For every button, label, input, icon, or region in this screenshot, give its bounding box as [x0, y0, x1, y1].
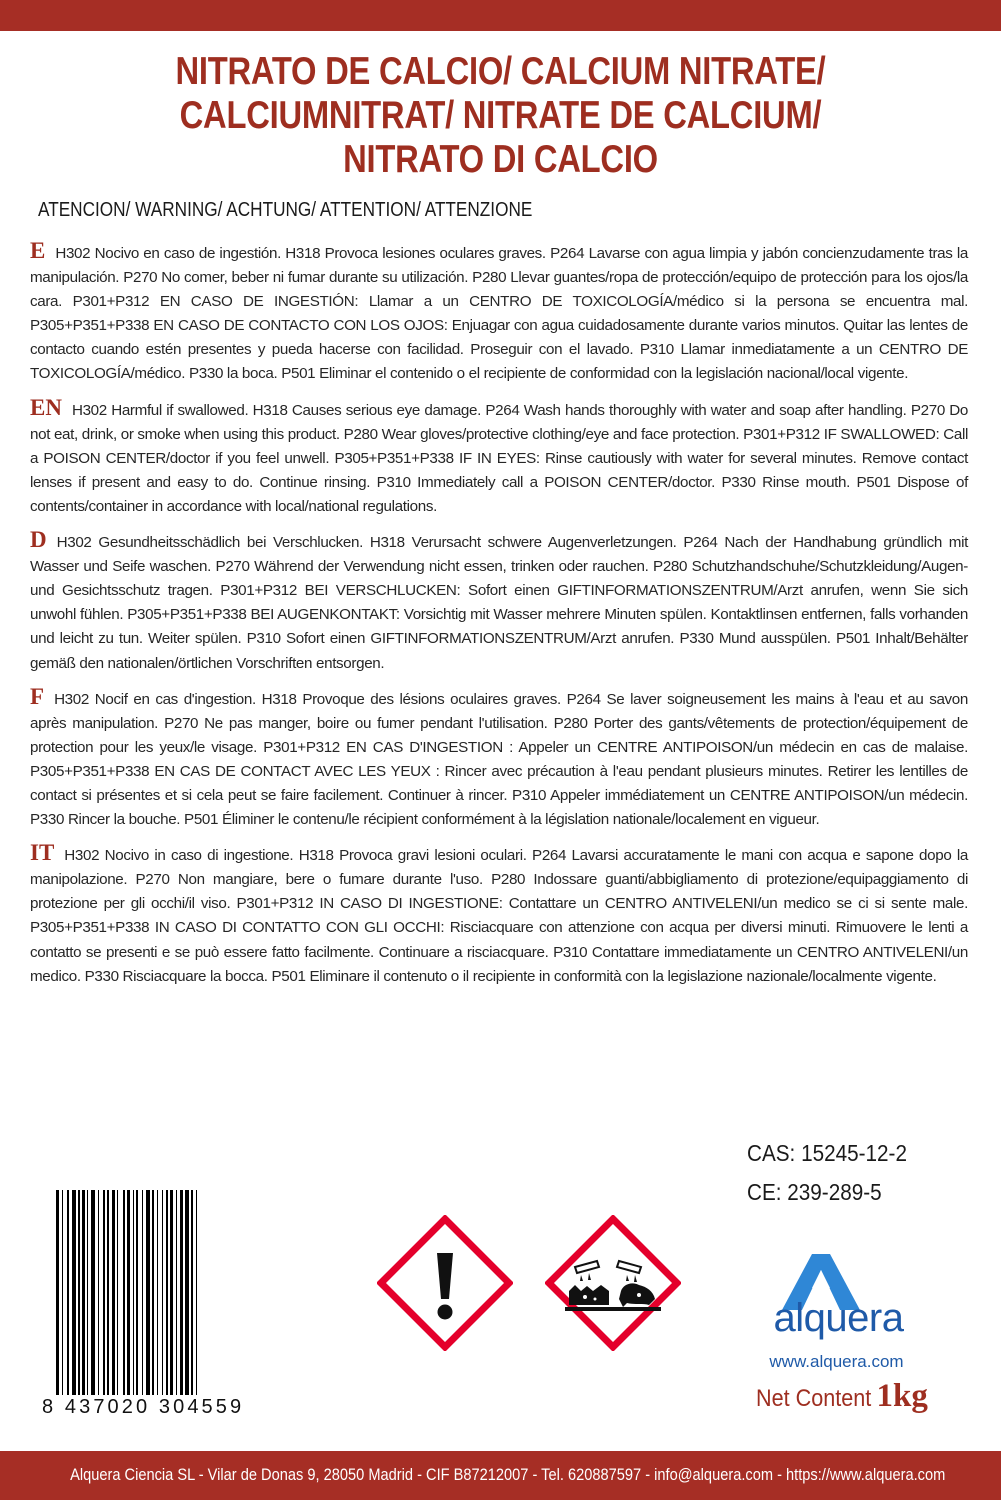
section-text: H302 Nocivo in caso di ingestione. H318 Provoca gravi lesioni oculari. P264 Lavarsi accuratamente le mani con acqua e sapone dopo la manipolazione. P270 Non mangiare, bere o fumare durante l'uso. P280 Indossare guanti/abbigliamento di protezione/equipaggiamento di protezione per gli occhi/il viso. P301+P312 IN CASO DI INGESTIONE: Contattare un CENTRO ANTIVELENI/un medico se ci si sente male. P305+P351+P338 IN CASO DI CONTATTO CON GLI OCCHI: Risciacquare con attenzione con acqua per diversi minuti. Rimuovere le lenti a contatto se presenti e se può essere fatto facilmente. Continuare a risciacquare. P310 Contattare immediatamente un CENTRO ANTIVELENI/un medico. P330 Risciacquare la bocca. P501 Eliminare il contenuto o il recipiente in conformità con la legislazione nazionale/localmente vigente.	[30, 847, 968, 985]
cas-number: CAS: 15245-12-2	[747, 1140, 907, 1166]
section-en	[30, 396, 968, 519]
section-text: H302 Nocif en cas d'ingestion. H318 Provoque des lésions oculaires graves. P264 Se laver soigneusement les mains à l'eau et au savon après manipulation. P270 Ne pas manger, boire ou fumer pendant l'utilisation. P280 Porter des gants/vêtements de protection/équipement de protection pour les yeux/le visage. P301+P312 EN CAS D'INGESTION : Appeler un CENTRE ANTIPOISON/un médecin en cas de malaise. P305+P351+P338 EN CAS DE CONTACT AVEC LES YEUX : Rincer avec précaution à l'eau pendant plusieurs minutes. Retirer les lentilles de contact si présentes et si cela peut se faire facilement. Continuer à rincer. P310 Appeler immédiatement un CENTRE ANTIPOISON/un médecin. P330 Rincer la bouche. P501 Éliminer le contenu/le récipient conformément à la législation nationale/localement en vigueur.	[30, 690, 968, 829]
section-text: H302 Nocivo en caso de ingestión. H318 Provoca lesiones oculares graves. P264 Lavarse con agua limpia y jabón concienzudamente tras la manipulación. P270 No comer, beber ni fumar durante su utilización. P280 Llevar guantes/ropa de protección/equipo de protección para los ojos/la cara. P301+P312 EN CASO DE INGESTIÓN: Llamar a un CENTRO DE TOXICOLOGÍA/médico si la persona se encuentra mal. P305+P351+P338 EN CASO DE CONTACTO CON LOS OJOS: Enjuagar con agua cuidadosamente durante varios minutos. Quitar las lentes de contacto cuando estén presentes y pueda hacerse con facilidad. Proseguir con el lavado. P310 Llamar inmediatamente a un CENTRO DE TOXICOLOGÍA/médico. P330 la boca. P501 Eliminar el contenido o el recipiente de conformidad con la legislación nacional/local vigente.	[30, 245, 968, 383]
section-text: H302 Gesundheitsschädlich bei Verschlucken. H318 Verursacht schwere Augenverletzungen. P264 Nach der Handhabung gründlich mit Wasser und Seife waschen. P270 Während der Verwendung nicht essen, trinken oder rauchen. P280 Schutzhandschuhe/Schutzkleidung/Augen- und Gesichtsschutz tragen. P301+P312 BEI VERSCHLUCKEN: Sofort einen GIFTINFORMATIONSZENTRUM/Arzt anrufen, wenn Sie sich unwohl fühlen. P305+P351+P338 BEI AUGENKONTAKT: Vorsichtig mit Wasser mehrere Minuten spülen. Kontaktlinsen entfernen, falls vorhanden und leicht zu tun. Weiter spülen. P310 Sofort einen GIFTINFORMATIONSZENTRUM/Arzt anrufen. P330 Mund ausspülen. P501 Inhalt/Behälter gemäß den nationalen/örtlichen Vorschriften entsorgen.	[30, 534, 968, 672]
language-code: D	[30, 527, 47, 553]
hazard-statements	[30, 239, 968, 998]
exclamation-mark-icon	[377, 1215, 513, 1351]
language-code: E	[30, 238, 46, 263]
barcode-icon	[56, 1190, 326, 1395]
section-it	[30, 841, 968, 989]
section-de	[30, 528, 968, 676]
brand-name: alquera	[773, 1296, 904, 1340]
section-fr	[30, 685, 968, 833]
section-es	[30, 239, 968, 387]
footer-bar	[0, 1451, 1001, 1500]
net-content-label: Net Content	[756, 1385, 872, 1412]
brand-url: www.alquera.com	[769, 1352, 904, 1371]
language-code: IT	[30, 840, 55, 866]
corrosion-icon	[545, 1215, 681, 1351]
title-line: CALCIUMNITRAT/ NITRATE DE CALCIUM/	[179, 94, 822, 137]
top-color-bar	[0, 0, 1001, 31]
net-content-value: 1kg	[876, 1378, 928, 1414]
identifiers	[747, 1134, 977, 1212]
title-line: NITRATO DI CALCIO	[343, 138, 658, 181]
signal-word: ATENCION/ WARNING/ ACHTUNG/ ATTENTION/ ATTENZIONE	[38, 199, 533, 221]
title-line: NITRATO DE CALCIO/ CALCIUM NITRATE/	[175, 50, 826, 93]
section-text: H302 Harmful if swallowed. H318 Causes serious eye damage. P264 Wash hands thoroughly with water and soap after handling. P270 Do not eat, drink, or smoke when using this product. P280 Wear gloves/protective clothing/eye and face protection. P301+P312 IF SWALLOWED: Call a POISON CENTER/doctor if you feel unwell. P305+P351+P338 IF IN EYES: Rinse cautiously with water for several minutes. Remove contact lenses if present and easy to do. Continue rinsing. P310 Immediately call a POISON CENTER/doctor. P330 Rinse mouth. P501 Dispose of contents/container in accordance with local/national regulations.	[30, 401, 968, 515]
ce-number: CE: 239-289-5	[747, 1179, 882, 1205]
footer-contact: Alquera Ciencia SL - Vilar de Donas 9, 28050 Madrid - CIF B87212007 - Tel. 620887597 - info@alquera.com - https://www.alquera.com	[70, 1465, 946, 1484]
barcode-number: 8 437020 304559	[42, 1396, 245, 1418]
language-code: F	[30, 683, 45, 709]
language-code: EN	[30, 394, 62, 420]
product-title	[114, 50, 888, 182]
net-content	[756, 1378, 986, 1415]
